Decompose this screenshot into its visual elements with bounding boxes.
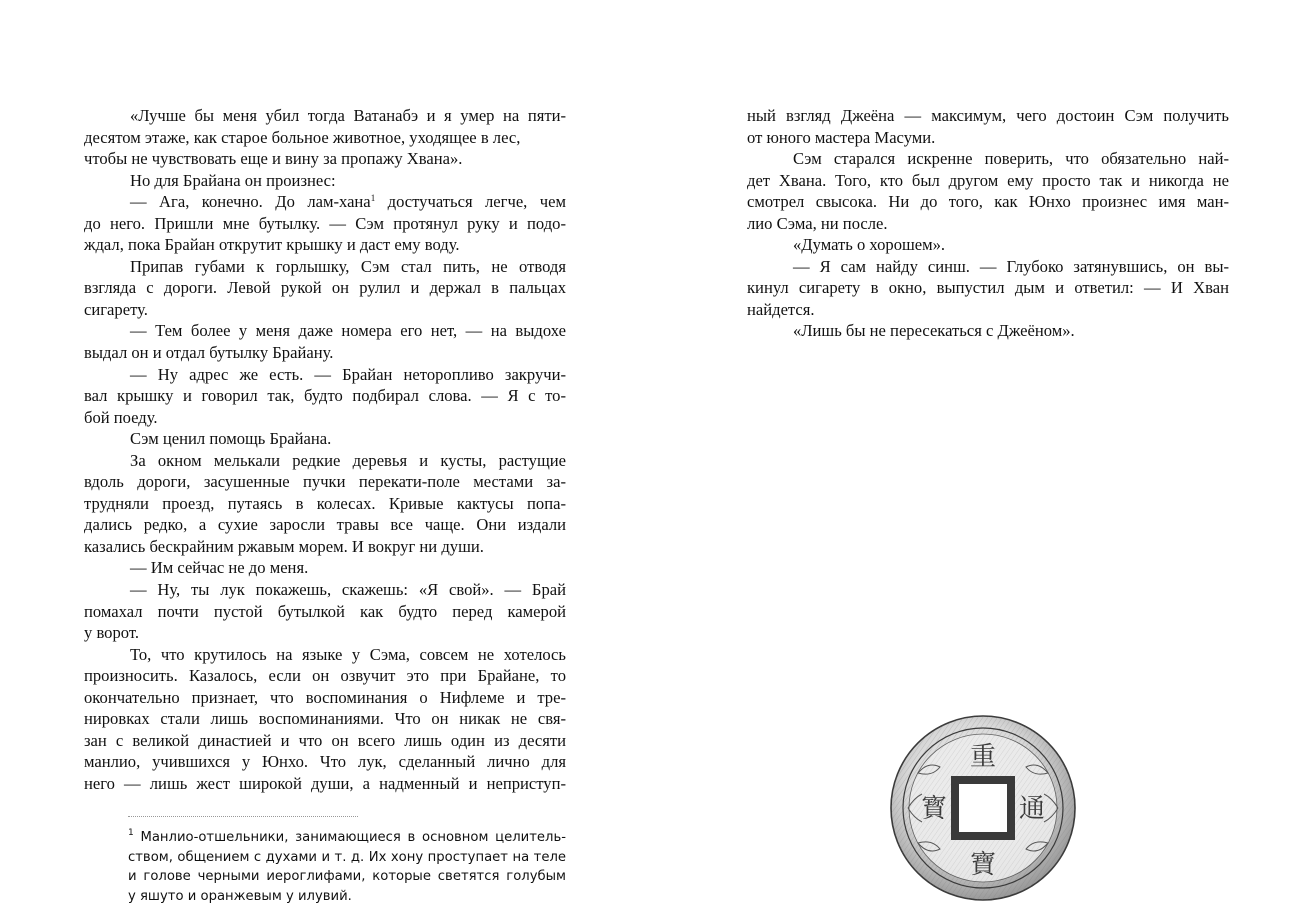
- footnote-line: [128, 828, 566, 848]
- text-line: То, что крутилось на языке у Сэма, совсем не хотелось: [130, 644, 566, 664]
- text-line: него — лишь жест широкой души, а надменный и неприступ-: [84, 773, 566, 793]
- right-page: [657, 0, 1315, 924]
- text-fragment: достучаться легче, чем: [375, 192, 566, 212]
- text-line: казались бескрайним ржавым морем. И вокруг ни души.: [84, 536, 484, 556]
- text-line: манлио, учившихся у Юнхо. Что лук, сделанный лично для: [84, 752, 566, 772]
- text-line: Припав губами к горлышку, Сэм стал пить, не отводя: [130, 256, 566, 276]
- coin-glyph-right: 通: [1018, 794, 1046, 824]
- coin-glyph-bottom: 寶: [969, 850, 997, 880]
- text-line: до него. Пришли мне бутылку. — Сэм протянул руку и подо-: [84, 213, 566, 233]
- text-line: чтобы не чувствовать еще и вину за пропажу Хвана».: [84, 149, 463, 169]
- text-line: вдоль дороги, засушенные пучки перекати-поле местами за-: [84, 472, 566, 492]
- text-line: у ворот.: [84, 623, 139, 643]
- text-line: За окном мелькали редкие деревья и кусты, растущие: [130, 450, 566, 470]
- footnote-reference[interactable]: 1: [370, 193, 376, 204]
- text-line: помахал почти пустой бутылкой как будто перед камерой: [84, 601, 566, 621]
- text-line: Но для Брайана он произнес:: [130, 170, 336, 190]
- text-line: «Лишь бы не пересекаться с Джеёном».: [793, 321, 1075, 341]
- text-line: дет Хвана. Того, кто был другом ему просто так и никогда не: [747, 170, 1229, 190]
- text-line: выдал он и отдал бутылку Брайану.: [84, 343, 334, 363]
- text-line: Сэм ценил помощь Брайана.: [130, 429, 332, 449]
- footnote-line: ством, общением с духами и т. д. Их хону проступает на теле: [128, 849, 566, 865]
- coin-illustration: [888, 713, 1078, 903]
- text-line: от юного мастера Масуми.: [747, 127, 936, 147]
- text-line: бой поеду.: [84, 407, 158, 427]
- footnote-line: и голове черными иероглифами, которые светятся голубым: [128, 869, 566, 885]
- footnote-divider: [128, 816, 358, 817]
- text-line: ный взгляд Джеёна — максимум, чего достоин Сэм получить: [747, 106, 1229, 125]
- left-page-text: [84, 105, 566, 795]
- left-page: [0, 0, 657, 924]
- coin-icon: [888, 713, 1078, 903]
- text-line: — Я сам найду синш. — Глубоко затянувшись, он вы-: [793, 256, 1229, 276]
- text-line: — Ну, ты лук покажешь, скажешь: «Я свой». — Брай: [130, 580, 566, 600]
- text-line: — Тем более у меня даже номера его нет, — на выдохе: [130, 321, 566, 341]
- text-line: «Думать о хорошем».: [793, 235, 946, 255]
- text-line: «Лучше бы меня убил тогда Ватанабэ и я умер на пяти-: [130, 106, 566, 125]
- coin-glyph-top: 重: [969, 742, 997, 772]
- text-line: нировках стали лишь воспоминаниями. Что он никак не свя-: [84, 709, 566, 729]
- footnote-line: у яшуто и оранжевым у илувий.: [128, 888, 352, 904]
- text-line: десятом этаже, как старое больное животное, уходящее в лес,: [84, 127, 521, 147]
- footnote: [128, 828, 566, 906]
- footnote-text: Манлио-отшельники, занимающиеся в основном целитель-: [133, 830, 566, 845]
- text-line: смотрел свысока. Ни до того, как Юнхо произнес имя ман-: [747, 192, 1229, 212]
- coin-glyph-left: 寳: [920, 794, 948, 824]
- text-fragment: — Ага, конечно. До лам-хана: [130, 192, 371, 212]
- text-line-with-footnote: [84, 191, 566, 213]
- footnote-number: 1: [128, 828, 134, 838]
- text-line: трудняли проезд, путаясь в колесах. Кривые кактусы попа-: [84, 493, 566, 513]
- text-line: взгляда с дороги. Левой рукой он рулил и держал в пальцах: [84, 278, 566, 298]
- text-line: найдется.: [747, 299, 815, 319]
- text-line: сигарету.: [84, 299, 148, 319]
- text-line: Сэм старался искренне поверить, что обязательно най-: [793, 149, 1229, 169]
- text-line: произносить. Казалось, если он озвучит это при Брайане, то: [84, 666, 566, 686]
- text-line: — Им сейчас не до меня.: [130, 558, 309, 578]
- text-line: окончательно признает, что воспоминания о Нифлеме и тре-: [84, 687, 566, 707]
- text-line: лио Сэма, ни после.: [747, 213, 888, 233]
- right-page-text: [747, 105, 1229, 342]
- text-line: зан с великой династией и что он всего лишь один из десяти: [84, 730, 566, 750]
- text-line: вал крышку и говорил так, будто подбирал слова. — Я с то-: [84, 386, 566, 406]
- text-line: — Ну адрес же есть. — Брайан неторопливо закручи-: [130, 364, 566, 384]
- text-line: дались редко, а сухие заросли травы все чаще. Они издали: [84, 515, 566, 535]
- text-line: ждал, пока Брайан открутит крышку и даст ему воду.: [84, 235, 460, 255]
- text-line: кинул сигарету в окно, выпустил дым и ответил: — И Хван: [747, 278, 1229, 298]
